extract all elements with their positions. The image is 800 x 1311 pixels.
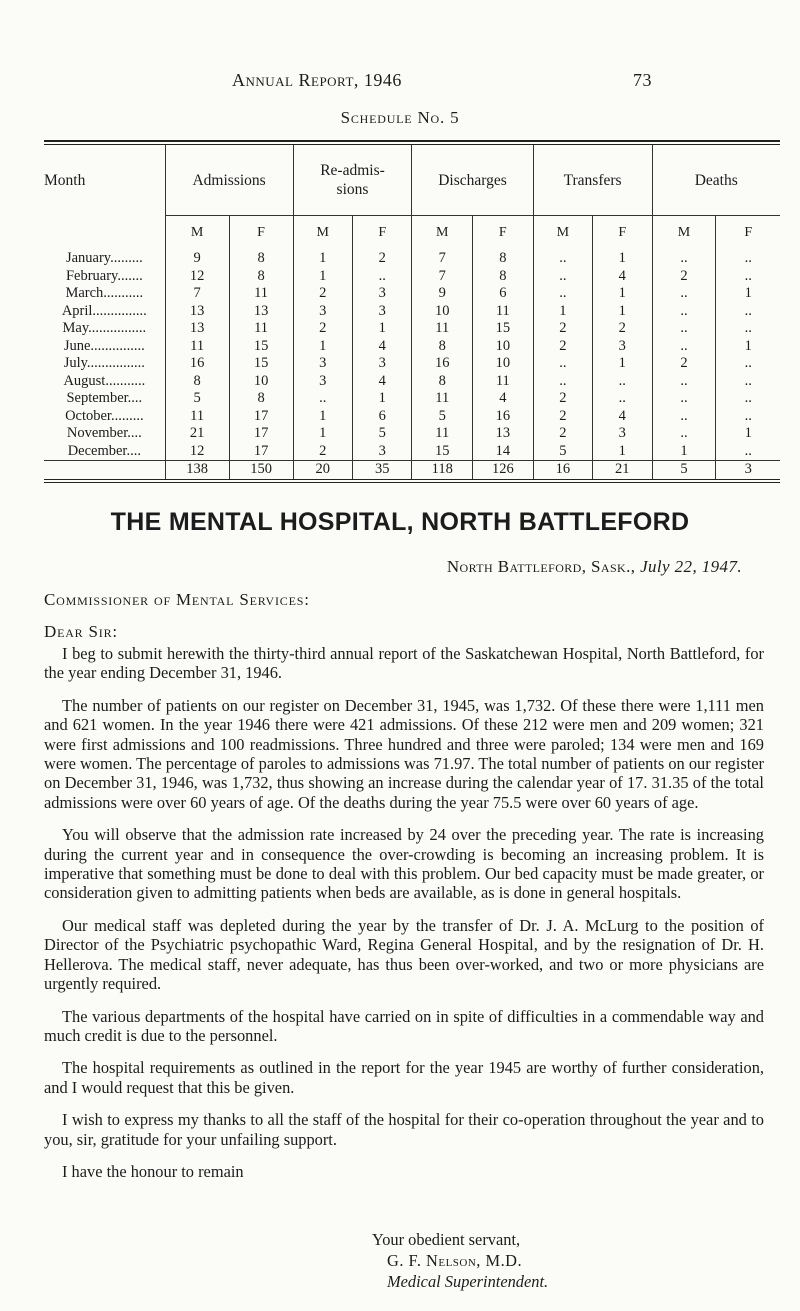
value-cell: 11 [473, 303, 534, 321]
table-row [44, 425, 780, 443]
value-cell: 2 [293, 285, 352, 303]
schedule-title: Schedule No. 5 [340, 108, 460, 127]
value-cell: 11 [229, 320, 293, 338]
value-cell: .. [716, 320, 780, 338]
value-cell: 16 [412, 355, 473, 373]
value-cell: 5 [533, 443, 592, 461]
value-cell: 11 [165, 338, 229, 356]
value-cell: 10 [473, 355, 534, 373]
table-group-header-row [44, 145, 780, 216]
value-cell: 1 [533, 303, 592, 321]
month-cell: July................ [63, 355, 145, 371]
value-cell: 11 [165, 408, 229, 426]
total-cell: 150 [229, 461, 293, 479]
value-cell: 8 [229, 390, 293, 408]
value-cell: .. [716, 268, 780, 286]
total-cell: 5 [652, 461, 716, 479]
schedule-table [44, 145, 780, 479]
table-row [44, 285, 780, 303]
value-cell: 4 [352, 373, 411, 391]
value-cell: 7 [165, 285, 229, 303]
value-cell: 1 [593, 303, 652, 321]
value-cell: 10 [473, 338, 534, 356]
col-subheader-m: M [652, 216, 716, 251]
value-cell: .. [352, 268, 411, 286]
value-cell: 8 [412, 338, 473, 356]
value-cell: .. [652, 390, 716, 408]
value-cell: 11 [473, 373, 534, 391]
value-cell: .. [716, 303, 780, 321]
month-cell: February....... [65, 267, 143, 284]
value-cell: 8 [412, 373, 473, 391]
value-cell: 3 [352, 285, 411, 303]
value-cell: .. [533, 250, 592, 268]
paragraph-8: I have the honour to remain [62, 1161, 244, 1181]
col-subheader-f: F [593, 216, 652, 251]
signature: G. F. Nelson, M.D. [387, 1251, 523, 1270]
table-row [44, 338, 780, 356]
value-cell: 3 [352, 443, 411, 461]
value-cell: 8 [473, 268, 534, 286]
dateline [447, 557, 742, 577]
value-cell: .. [652, 303, 716, 321]
value-cell: .. [716, 355, 780, 373]
addressee: Commissioner of Mental Services: [44, 590, 310, 609]
total-cell: 35 [352, 461, 411, 479]
month-cell: June............... [63, 337, 145, 354]
total-cell: 138 [165, 461, 229, 479]
value-cell: 8 [229, 268, 293, 286]
month-cell: March........... [65, 285, 144, 301]
value-cell: 5 [352, 425, 411, 443]
table-row [44, 320, 780, 338]
col-header-discharges: Discharges [412, 145, 533, 216]
value-cell: 8 [473, 250, 534, 268]
value-cell: 1 [593, 443, 652, 461]
value-cell: 3 [352, 303, 411, 321]
value-cell: .. [716, 390, 780, 408]
value-cell: .. [652, 373, 716, 391]
value-cell: 3 [352, 355, 411, 373]
col-subheader-m: M [165, 216, 229, 251]
value-cell: .. [652, 338, 716, 356]
value-cell: 3 [293, 373, 352, 391]
col-header-readmissions: Re-admis- sions [293, 145, 412, 216]
value-cell: 1 [293, 408, 352, 426]
value-cell: 11 [412, 425, 473, 443]
table-body [44, 250, 780, 461]
col-subheader-f: F [352, 216, 411, 251]
col-subheader-m: M [533, 216, 592, 251]
value-cell: 2 [533, 425, 592, 443]
table-row [44, 303, 780, 321]
col-header-month: Month [44, 172, 86, 189]
value-cell: 2 [533, 390, 592, 408]
value-cell: 2 [652, 268, 716, 286]
value-cell: 12 [165, 268, 229, 286]
value-cell: 17 [229, 425, 293, 443]
value-cell: 13 [165, 303, 229, 321]
value-cell: 1 [293, 425, 352, 443]
value-cell: 11 [229, 285, 293, 303]
value-cell: 1 [293, 268, 352, 286]
value-cell: 3 [593, 338, 652, 356]
value-cell: 1 [293, 338, 352, 356]
value-cell: 2 [652, 355, 716, 373]
value-cell: 10 [412, 303, 473, 321]
value-cell: .. [652, 408, 716, 426]
value-cell: .. [593, 390, 652, 408]
table-bottom-rule [44, 479, 780, 480]
table-row [44, 268, 780, 286]
value-cell: .. [533, 373, 592, 391]
value-cell: 2 [352, 250, 411, 268]
paragraph-3: You will observe that the admission rate increased by 24 over the preceding year. The rate is increasing during the current year and in consequence the over-crowding is becoming an increasing problem. It is imperative that something must be done to deal with this problem. Our bed capacity must be made greater, or consideration given to admitting patients when beds are available, as is done in general hospitals. [44, 825, 764, 903]
table-totals-row [44, 461, 780, 479]
month-cell: September.... [66, 390, 143, 406]
value-cell: 11 [412, 390, 473, 408]
value-cell: 2 [533, 338, 592, 356]
col-subheader-f: F [473, 216, 534, 251]
value-cell: 17 [229, 443, 293, 461]
month-cell: April............... [61, 302, 147, 319]
paragraph-1: I beg to submit herewith the thirty-third annual report of the Saskatchewan Hospital, North Battleford, for the year ending December 31, 1946. [44, 644, 764, 683]
value-cell: .. [652, 425, 716, 443]
value-cell: 10 [229, 373, 293, 391]
page-number: 73 [633, 70, 652, 90]
value-cell: 13 [229, 303, 293, 321]
value-cell: 2 [293, 443, 352, 461]
value-cell: 1 [593, 285, 652, 303]
value-cell: 7 [412, 268, 473, 286]
value-cell: 3 [293, 355, 352, 373]
value-cell: 1 [652, 443, 716, 461]
value-cell: 4 [352, 338, 411, 356]
table-row [44, 443, 780, 461]
value-cell: 13 [165, 320, 229, 338]
salutation: Dear Sir: [44, 622, 118, 641]
total-cell: 126 [473, 461, 534, 479]
total-cell: 20 [293, 461, 352, 479]
month-cell: November.... [66, 425, 142, 441]
value-cell: 7 [412, 250, 473, 268]
totals-label-cell [44, 461, 165, 479]
dateline-date: July 22, 1947. [640, 557, 742, 576]
value-cell: 6 [473, 285, 534, 303]
col-subheader-f: F [229, 216, 293, 251]
value-cell: 1 [593, 355, 652, 373]
value-cell: .. [716, 250, 780, 268]
total-cell: 118 [412, 461, 473, 479]
value-cell: 1 [593, 250, 652, 268]
paragraph-6: The hospital requirements as outlined in the report for the year 1945 are worthy of further consideration, and I would request that this be given. [44, 1058, 764, 1097]
value-cell: 1 [716, 425, 780, 443]
value-cell: .. [533, 355, 592, 373]
value-cell: .. [293, 390, 352, 408]
total-cell: 3 [716, 461, 780, 479]
value-cell: .. [533, 285, 592, 303]
paragraph-7: I wish to express my thanks to all the staff of the hospital for their co-operation throughout the year and to you, sir, gratitude for your unfailing support. [44, 1110, 764, 1149]
closing-block [372, 1229, 548, 1292]
value-cell: 14 [473, 443, 534, 461]
value-cell: 1 [716, 338, 780, 356]
value-cell: 16 [165, 355, 229, 373]
value-cell: 12 [165, 443, 229, 461]
value-cell: 8 [165, 373, 229, 391]
table-top-rule [44, 140, 780, 142]
value-cell: 4 [473, 390, 534, 408]
total-cell: 21 [593, 461, 652, 479]
col-header-transfers: Transfers [533, 145, 652, 216]
value-cell: 9 [165, 250, 229, 268]
col-subheader-m: M [293, 216, 352, 251]
value-cell: 5 [165, 390, 229, 408]
signatory-role: Medical Superintendent. [387, 1272, 549, 1291]
paragraph-5: The various departments of the hospital have carried on in spite of difficulties in a commendable way and much credit is due to the personnel. [44, 1006, 764, 1045]
value-cell: 4 [593, 268, 652, 286]
value-cell: 1 [352, 320, 411, 338]
value-cell: 5 [412, 408, 473, 426]
value-cell: 1 [716, 285, 780, 303]
closing-line: Your obedient servant, [372, 1230, 521, 1249]
value-cell: .. [716, 373, 780, 391]
value-cell: .. [652, 250, 716, 268]
col-subheader-f: F [716, 216, 780, 251]
value-cell: 13 [473, 425, 534, 443]
value-cell: 15 [229, 355, 293, 373]
value-cell: .. [652, 285, 716, 303]
value-cell: 2 [593, 320, 652, 338]
paragraph-2: The number of patients on our register on December 31, 1945, was 1,732. Of these there were 1,111 men and 621 women. In the year 1946 there were 421 admissions. Of these 212 were men and 209 women; 321 were first admissions and 100 readmissions. Three hundred and three were paroled; 134 were men and 169 were women. The percentage of paroles to admissions was 71.97. The total number of patients on our register on December 31, 1946, was 1,732, thus showing an increase during the calendar year of 17. 31.35 of the total admissions were over 60 years of age. Of the deaths during the year 75.5 were over 60 years of age. [44, 695, 764, 812]
value-cell: 15 [473, 320, 534, 338]
value-cell: 16 [473, 408, 534, 426]
letter-body [44, 644, 764, 1194]
table-row [44, 373, 780, 391]
col-header-deaths: Deaths [652, 145, 780, 216]
value-cell: 2 [293, 320, 352, 338]
month-cell: May................ [62, 320, 147, 336]
value-cell: 6 [352, 408, 411, 426]
col-header-admissions: Admissions [165, 145, 293, 216]
value-cell: 21 [165, 425, 229, 443]
paragraph-4: Our medical staff was depleted during the year by the transfer of Dr. J. A. McLurg to the position of Director of the Psychiatric psychopathic Ward, Regina General Hospital, and by the resignation of Dr. H. Hellerova. The medical staff, never adequate, has thus been over-worked, and two or more physicians are urgently required. [44, 915, 764, 994]
hospital-heading: THE MENTAL HOSPITAL, NORTH BATTLEFORD [110, 508, 690, 536]
running-title: Annual Report, 1946 [232, 70, 402, 90]
schedule-table-wrap [44, 140, 780, 483]
value-cell: .. [533, 268, 592, 286]
month-cell: August........... [63, 372, 146, 389]
value-cell: 15 [412, 443, 473, 461]
value-cell: 11 [412, 320, 473, 338]
value-cell: 17 [229, 408, 293, 426]
value-cell: 9 [412, 285, 473, 303]
table-row [44, 250, 780, 268]
value-cell: .. [593, 373, 652, 391]
value-cell: .. [652, 320, 716, 338]
value-cell: 4 [593, 408, 652, 426]
table-row [44, 355, 780, 373]
table-bottom-rule-thin [44, 482, 780, 483]
table-row [44, 408, 780, 426]
month-cell: October......... [65, 407, 144, 424]
dateline-place: North Battleford, Sask., [446, 557, 636, 576]
value-cell: .. [716, 443, 780, 461]
value-cell: .. [716, 408, 780, 426]
table-row [44, 390, 780, 408]
value-cell: 3 [593, 425, 652, 443]
value-cell: 2 [533, 408, 592, 426]
value-cell: 3 [293, 303, 352, 321]
value-cell: 8 [229, 250, 293, 268]
value-cell: 1 [352, 390, 411, 408]
month-cell: January......... [65, 250, 143, 266]
col-subheader-m: M [412, 216, 473, 251]
value-cell: 2 [533, 320, 592, 338]
value-cell: 1 [293, 250, 352, 268]
month-cell: December.... [67, 442, 141, 459]
value-cell: 15 [229, 338, 293, 356]
total-cell: 16 [533, 461, 592, 479]
